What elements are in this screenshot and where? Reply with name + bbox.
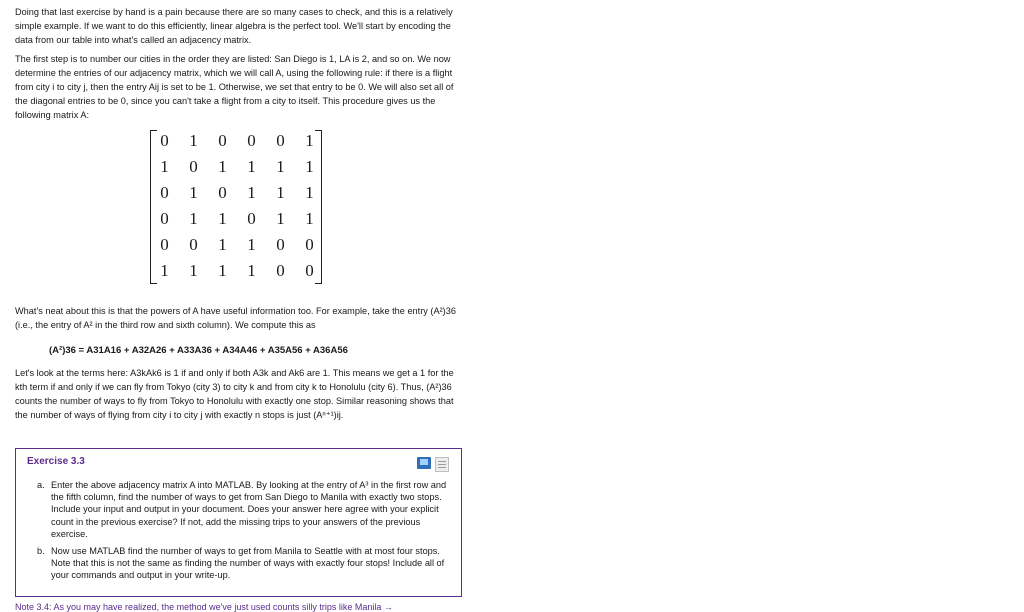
matrix-cell: 1: [218, 157, 227, 176]
matrix-cell: 0: [160, 235, 169, 254]
matrix-cell: 1: [218, 209, 227, 228]
exercise-box: [15, 448, 462, 597]
matrix-cell: 0: [305, 235, 314, 254]
matrix-cell: 0: [189, 157, 198, 176]
matrix-cell: 0: [160, 183, 169, 202]
item-marker: a.: [37, 480, 45, 490]
matrix-cell: 1: [160, 157, 169, 176]
matrix-cell: 0: [276, 261, 285, 280]
exercise-icons: [417, 457, 451, 471]
matrix-cell: 1: [247, 235, 256, 254]
matrix-cell: 1: [189, 131, 198, 150]
matrix-cell: 1: [305, 131, 314, 150]
matrix-cell: 0: [160, 131, 169, 150]
matrix-cell: 1: [247, 183, 256, 202]
exercise-item-a: [37, 479, 447, 540]
matrix-cell: 1: [305, 209, 314, 228]
item-text: Enter the above adjacency matrix A into MATLAB. By looking at the entry of A³ in the first row and the fifth column, find the number of ways to get from San Diego to Manila with exactly two stops. Include your input and output in your document. Does your answer here agree with your explicit count in the previous exercise? If not, add the missing trips to your answers of the previous exercise.: [51, 480, 447, 539]
matrix-right-bracket: [315, 130, 322, 284]
matrix-cell: 1: [218, 235, 227, 254]
matrix-row: [150, 154, 324, 180]
matrix-cell: 0: [189, 235, 198, 254]
steps-paragraph: The first step is to number our cities in the order they are listed: San Diego is 1, LA is 2, and so on. We now determine the entries of our adjacency matrix, which we will call A, using the following rule: if there is a flight from city i to city j, then the entry Aij is set to be 1. Otherwise, we set that entry to be 0. We will also set all of the diagonal entries to be 0, since you can't take a flight from a city to itself. This procedure gives us the following matrix A:: [15, 54, 454, 120]
matrix-cell: 0: [160, 209, 169, 228]
matrix-cell: 1: [305, 157, 314, 176]
adjacency-matrix: [15, 128, 463, 286]
matrix-cell: 1: [189, 261, 198, 280]
matrix-row: [150, 128, 324, 154]
matrix-cell: 0: [276, 235, 285, 254]
matrix-cell: 0: [247, 209, 256, 228]
exercise-item-b: [37, 545, 447, 582]
matrix-cell: 1: [276, 157, 285, 176]
matrix-cell: 0: [247, 131, 256, 150]
intro-paragraph: Doing that last exercise by hand is a pain because there are so many cases to check, and this is a relatively simple example. If we want to do this efficiently, linear algebra is the perfect tool. We'll start by encoding the data from our table into what's called an adjacency matrix.: [15, 7, 453, 45]
matrix-cell: 0: [305, 261, 314, 280]
matrix-cell: 1: [247, 157, 256, 176]
document-icon[interactable]: [435, 457, 449, 472]
exercise-list: [37, 479, 447, 587]
exercise-title: Exercise 3.3: [27, 456, 85, 467]
matrix-cell: 0: [218, 131, 227, 150]
matrix-table: [150, 128, 324, 284]
matlab-icon[interactable]: [417, 457, 431, 469]
matrix-row: [150, 206, 324, 232]
matrix-cell: 1: [247, 261, 256, 280]
matrix-cell: 1: [189, 209, 198, 228]
matrix-cell: 1: [305, 183, 314, 202]
matrix-row: [150, 232, 324, 258]
powers-paragraph: What's neat about this is that the powers of A have useful information too. For example, take the entry (A²)36 (i.e., the entry of A² in the third row and sixth column). We compute this as: [15, 306, 456, 330]
item-marker: b.: [37, 546, 45, 557]
matrix-row: [150, 180, 324, 206]
matrix-cell: 1: [218, 261, 227, 280]
matrix-cell: 1: [160, 261, 169, 280]
item-text: Now use MATLAB find the number of ways to get from Manila to Seattle with at most four stops. Note that this is not the same as finding the number of ways with exactly four stops! Include all of your commands and output in your write-up.: [51, 546, 445, 581]
matrix-cell: 0: [218, 183, 227, 202]
matrix-cell: 1: [276, 209, 285, 228]
matrix-cell: 0: [276, 131, 285, 150]
matrix-row: [150, 258, 324, 284]
matrix-cell: 1: [189, 183, 198, 202]
matrix-cell: 1: [276, 183, 285, 202]
equation: (A²)36 = A31A16 + A32A26 + A33A36 + A34A46 + A35A56 + A36A56: [49, 345, 348, 356]
terms-paragraph: Let's look at the terms here: A3kAk6 is 1 if and only if both A3k and Ak6 are 1. This means we get a 1 for the kth term if and only if we can fly from Tokyo (city 3) to city k and from city k to Honolulu (city 6). Thus, (A²)36 counts the number of ways to fly from Tokyo to Honolulu with exactly one stop. Similar reasoning shows that the number of ways of flying from city i to city j with exactly n stops is just (Aⁿ⁺¹)ij.: [15, 368, 454, 420]
note-partial: Note 3.4: As you may have realized, the method we've just used counts silly trips like Manila →: [15, 602, 393, 612]
